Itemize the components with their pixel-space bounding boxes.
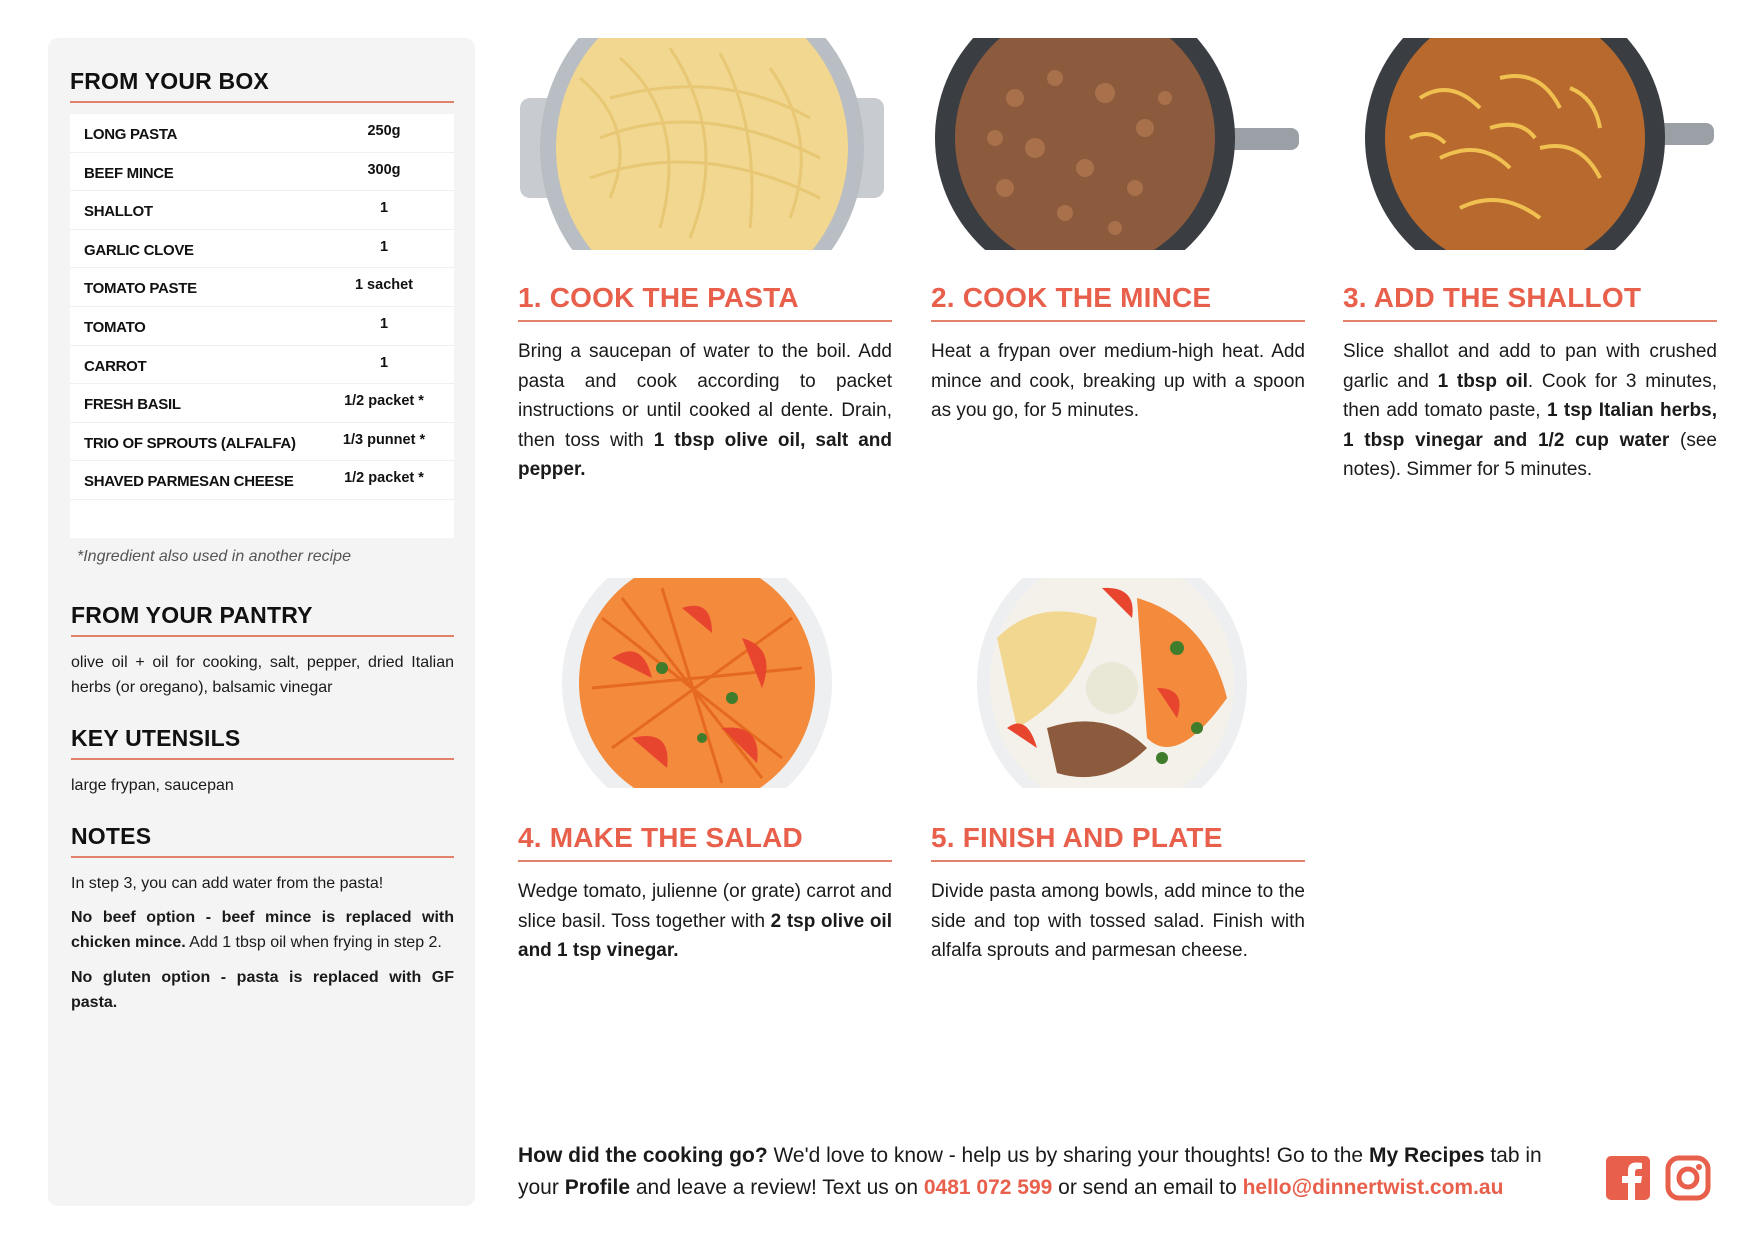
- key-utensils-heading: KEY UTENSILS: [71, 725, 454, 760]
- ingredient-quantity: 1 sachet: [354, 277, 414, 294]
- ingredient-name: CARROT: [84, 357, 147, 375]
- feedback-text-4: or send an email to: [1052, 1176, 1243, 1199]
- step-3-text: [1343, 337, 1717, 485]
- ingredient-name: BEEF MINCE: [84, 164, 174, 182]
- notes-heading: NOTES: [71, 823, 454, 858]
- step-text-bold: 1 tbsp oil: [1437, 370, 1528, 392]
- from-your-box-heading: FROM YOUR BOX: [70, 68, 454, 103]
- note-pasta-water: In step 3, you can add water from the pasta!: [71, 875, 384, 892]
- step-text-bold: 1 tbsp olive oil, salt and pepper.: [518, 429, 893, 480]
- browned-mince-pan-photo: [935, 38, 1299, 250]
- step-1-text: [518, 337, 892, 485]
- feedback-text-3: and leave a review! Text us on: [630, 1176, 924, 1199]
- step-5-text: [931, 877, 1305, 966]
- feedback-question: How did the cooking go?: [518, 1144, 768, 1167]
- ingredient-row: [70, 153, 454, 192]
- ingredient-quantity: 250g: [367, 123, 401, 139]
- ingredient-quantity: 1: [379, 315, 389, 332]
- step-text-run: Divide pasta among bowls, add mince to the side and top with tossed salad. Finish with alfalfa sprouts and parmesan cheese.: [931, 881, 1305, 961]
- cooked-pasta-pot-photo: [520, 38, 884, 250]
- ingredient-name: TOMATO: [84, 318, 146, 336]
- instagram-icon[interactable]: [1664, 1154, 1712, 1202]
- feedback-text-2: tab in your: [518, 1144, 1542, 1199]
- step-text-run: Slice shallot and add to pan with crushed garlic and: [1343, 341, 1717, 392]
- ingredient-name: TOMATO PASTE: [84, 280, 197, 298]
- note-no-beef: [71, 905, 454, 955]
- from-your-pantry-heading: FROM YOUR PANTRY: [71, 602, 454, 637]
- step-text-bold: 2 tsp olive oil and 1 tsp vinegar.: [518, 910, 892, 961]
- ingredient-quantity: 300g: [367, 161, 401, 178]
- phone-link[interactable]: 0481 072 599: [923, 1176, 1053, 1199]
- note-no-gluten: No gluten option - pasta is replaced with GF pasta.: [71, 969, 454, 1011]
- step-text-run: Heat a frypan over medium-high heat. Add mince and cook, breaking up with a spoon as you go, for 5 minutes.: [931, 341, 1305, 421]
- ingredient-quantity: 1: [379, 200, 389, 217]
- ingredient-quantity: 1/2 packet *: [344, 393, 424, 410]
- ingredients-sidebar: [48, 38, 475, 1206]
- facebook-icon[interactable]: [1604, 1154, 1652, 1202]
- step-4-text: [518, 877, 892, 966]
- ingredient-quantity: 1: [379, 354, 389, 371]
- email-link[interactable]: hello@dinnertwist.com.au: [1242, 1176, 1504, 1199]
- feedback-footer: [518, 1140, 1580, 1204]
- step-text-run: . Cook for 3 minutes, then add tomato paste,: [1343, 370, 1717, 421]
- step-text-run: Bring a saucepan of water to the boil. Add pasta and cook according to packet instructions or until cooked al dente. Drain, then toss with: [518, 341, 892, 451]
- step-5-title: 5. FINISH AND PLATE: [931, 822, 1305, 862]
- step-text-run: Wedge tomato, julienne (or grate) carrot and slice basil. Toss together with: [518, 881, 892, 932]
- step-3-title: 3. ADD THE SHALLOT: [1343, 282, 1717, 322]
- step-1-title: 1. COOK THE PASTA: [518, 282, 892, 322]
- ingredient-name: GARLIC CLOVE: [84, 241, 194, 259]
- my-recipes-link[interactable]: My Recipes: [1368, 1144, 1485, 1167]
- step-2-text: [931, 337, 1305, 426]
- ingredient-row: [70, 461, 454, 500]
- ingredient-quantity: 1/3 punnet *: [342, 431, 426, 448]
- ingredient-name: SHALLOT: [84, 203, 153, 221]
- ingredient-name: SHAVED PARMESAN CHEESE: [84, 473, 294, 491]
- ingredient-quantity: 1: [379, 238, 389, 255]
- step-text-run: (see notes). Simmer for 5 minutes.: [1343, 429, 1717, 480]
- tossed-salad-bowl-photo: [562, 578, 832, 788]
- feedback-text-1: We'd love to know - help us by sharing your thoughts! Go to the: [767, 1144, 1369, 1167]
- plated-dish-photo: [977, 578, 1247, 788]
- profile-link[interactable]: Profile: [564, 1176, 631, 1199]
- ingredient-name: TRIO OF SPROUTS (ALFALFA): [84, 434, 296, 452]
- ingredients-table: [70, 114, 454, 538]
- ingredient-row: [70, 268, 454, 307]
- ingredient-row: [70, 346, 454, 385]
- step-text-bold: 1 tsp Italian herbs, 1 tbsp vinegar and 1/2 cup water: [1343, 400, 1718, 451]
- mince-with-shallot-pan-photo: [1350, 38, 1714, 250]
- note-no-beef-rest: Add 1 tbsp oil when frying in step 2.: [185, 934, 442, 951]
- step-4-title: 4. MAKE THE SALAD: [518, 822, 892, 862]
- ingredient-row: [70, 423, 454, 462]
- note-no-beef-bold: No beef option - beef mince is replaced with chicken mince.: [71, 909, 454, 951]
- step-2-title: 2. COOK THE MINCE: [931, 282, 1305, 322]
- ingredient-row: [70, 191, 454, 230]
- ingredient-row: [70, 307, 454, 346]
- ingredient-footnote: *Ingredient also used in another recipe: [77, 548, 351, 565]
- ingredient-row: [70, 384, 454, 423]
- ingredient-name: FRESH BASIL: [84, 396, 181, 414]
- ingredient-quantity: 1/2 packet *: [344, 470, 424, 487]
- utensils-text: large frypan, saucepan: [71, 777, 234, 794]
- ingredient-row: [70, 230, 454, 269]
- ingredient-name: LONG PASTA: [84, 126, 178, 143]
- pantry-text: olive oil + oil for cooking, salt, pepper, dried Italian herbs (or oregano), balsamic vinegar: [71, 654, 454, 696]
- ingredient-row: [70, 114, 454, 153]
